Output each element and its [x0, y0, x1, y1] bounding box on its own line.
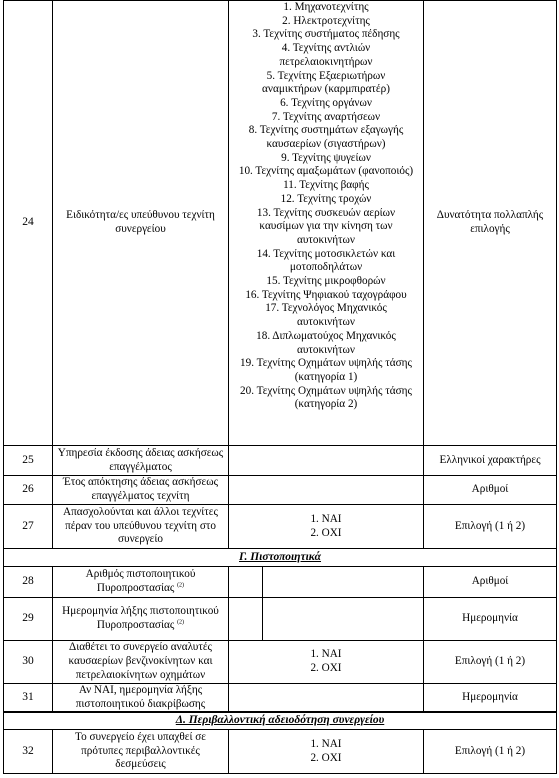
option-item: 10. Τεχνίτης αμαξωμάτων (φανοποιός)	[238, 165, 414, 178]
option-item: 17. Τεχνολόγος Μηχανικός αυτοκινήτων	[265, 302, 387, 329]
footnote-ref: (2)	[177, 582, 185, 589]
input-type: Αριθμοί	[424, 567, 557, 598]
row-number: 28	[4, 567, 53, 598]
input-type: Δυνατότητα πολλαπλής επιλογής	[424, 1, 557, 446]
yes-no-options	[229, 505, 424, 549]
option-yes: 1. ΝΑΙ	[310, 648, 342, 661]
section-header	[4, 549, 557, 567]
option-item: 1. Μηχανοτεχνίτης	[283, 1, 369, 13]
table-row	[4, 1, 557, 446]
option-item: 4. Τεχνίτης αντλιών πετρελαιοκινητήρων	[279, 42, 373, 68]
field-label	[53, 598, 229, 641]
option-item: 15. Τεχνίτης μικροφθορών	[266, 275, 386, 288]
option-item: 13. Τεχνίτης συσκευών αερίων καυσίμων για την κίνηση των αυτοκινήτων	[256, 206, 396, 246]
field-label: Αν ΝΑΙ, ημερομηνία λήξης πιστοποιητικού διακρίβωσης	[53, 684, 229, 713]
row-number: 25	[4, 446, 53, 476]
certificates-table	[3, 548, 557, 713]
option-item: 11. Τεχνίτης βαφής	[283, 179, 369, 192]
specialty-options-list	[229, 1, 424, 446]
yes-no-options	[229, 730, 424, 774]
empty-cell	[229, 598, 263, 641]
field-label: Ειδικότητα/ες υπεύθυνου τεχνίτη συνεργείου	[53, 1, 229, 446]
table-row	[4, 446, 557, 476]
yes-no-options	[229, 641, 424, 684]
table-row	[4, 730, 557, 774]
section-title-environmental: Δ. Περιβαλλοντική αδειοδότηση συνεργείου	[4, 712, 557, 730]
table-row	[4, 567, 557, 598]
empty-cell	[229, 567, 263, 598]
option-item: 3. Τεχνίτης συστήματος πέδησης	[252, 28, 400, 41]
option-item: 16. Τεχνίτης Ψηφιακού ταχογράφου	[245, 288, 407, 301]
option-item: 14. Τεχνίτης μοτοσικλετών και μοτοποδηλάτων	[256, 247, 396, 274]
option-item: 8. Τεχνίτης συστημάτων εξαγωγής καυσαερίων (σιγαστήρων)	[248, 124, 404, 151]
option-item: 18. Διπλωματούχος Μηχανικός αυτοκινήτων	[256, 329, 396, 356]
field-label	[53, 567, 229, 598]
table-row	[4, 598, 557, 641]
option-no: 2. ΟΧΙ	[310, 526, 342, 539]
input-type: Επιλογή (1 ή 2)	[424, 730, 557, 774]
option-item: 9. Τεχνίτης ψυγείων	[281, 151, 371, 164]
row-number: 29	[4, 598, 53, 641]
empty-cell	[229, 446, 424, 476]
footnote-ref: (2)	[177, 619, 185, 626]
row-number: 31	[4, 684, 53, 713]
row-number: 27	[4, 505, 53, 549]
empty-cell	[229, 476, 424, 505]
option-item: 6. Τεχνίτης οργάνων	[280, 96, 372, 109]
row-number: 26	[4, 476, 53, 505]
field-label: Διαθέτει το συνεργείο αναλυτές καυσαερίων βενζινοκίνητων και πετρελαιοκίνητων οχημάτων	[53, 641, 229, 684]
field-text: Ημερομηνία λήξης πιστοποιητικού Πυροπροστασίας	[62, 605, 219, 631]
option-item: 5. Τεχνίτης Εξαεριωτήρων αναμικτήρων (καρμπιρατέρ)	[262, 69, 390, 96]
row-number: 32	[4, 730, 53, 774]
input-type: Επιλογή (1 ή 2)	[424, 505, 557, 549]
field-text: Αριθμός πιστοποιητικού Πυροπροστασίας	[85, 568, 196, 594]
option-yes: 1. ΝΑΙ	[310, 512, 342, 525]
empty-cell	[229, 684, 424, 713]
field-label: Υπηρεσία έκδοσης άδειας ασκήσεως επαγγέλματος	[53, 446, 229, 476]
option-yes: 1. ΝΑΙ	[310, 737, 342, 750]
field-label: Έτος απόκτησης άδειας ασκήσεως επαγγέλματος τεχνίτη	[53, 476, 229, 505]
option-item: 20. Τεχνίτης Οχημάτων υψηλής τάσης (κατηγορία 2)	[240, 384, 412, 411]
option-no: 2. ΟΧΙ	[310, 662, 342, 674]
field-label: Απασχολούνται και άλλοι τεχνίτες πέραν του υπεύθυνου τεχνίτη στο συνεργείο	[53, 505, 229, 549]
row-number: 30	[4, 641, 53, 684]
form-fields-table	[3, 0, 557, 549]
table-row	[4, 641, 557, 684]
option-item: 7. Τεχνίτης αναρτήσεων	[271, 110, 381, 123]
input-type: Επιλογή (1 ή 2)	[424, 641, 557, 684]
environmental-table	[3, 711, 557, 774]
input-type: Αριθμοί	[424, 476, 557, 505]
table-row	[4, 505, 557, 549]
input-type: Ελληνικοί χαρακτήρες	[424, 446, 557, 476]
table-row	[4, 476, 557, 505]
section-title-certificates: Γ. Πιστοποιητικά	[4, 549, 557, 567]
empty-cell	[263, 598, 424, 641]
empty-cell	[263, 567, 424, 598]
option-item: 2. Ηλεκτροτεχνίτης	[282, 14, 370, 27]
option-item: 12. Τεχνίτης τροχών	[280, 192, 372, 205]
section-header	[4, 712, 557, 730]
input-type: Ημερομηνία	[424, 598, 557, 641]
input-type: Ημερομηνία	[424, 684, 557, 713]
field-label: Το συνεργείο έχει υπαχθεί σε πρότυπες περιβαλλοντικές δεσμεύσεις	[53, 730, 229, 774]
option-no: 2. ΟΧΙ	[310, 751, 342, 764]
table-row	[4, 684, 557, 713]
row-number: 24	[4, 1, 53, 446]
option-item: 19. Τεχνίτης Οχημάτων υψηλής τάσης (κατηγορία 1)	[240, 357, 412, 383]
